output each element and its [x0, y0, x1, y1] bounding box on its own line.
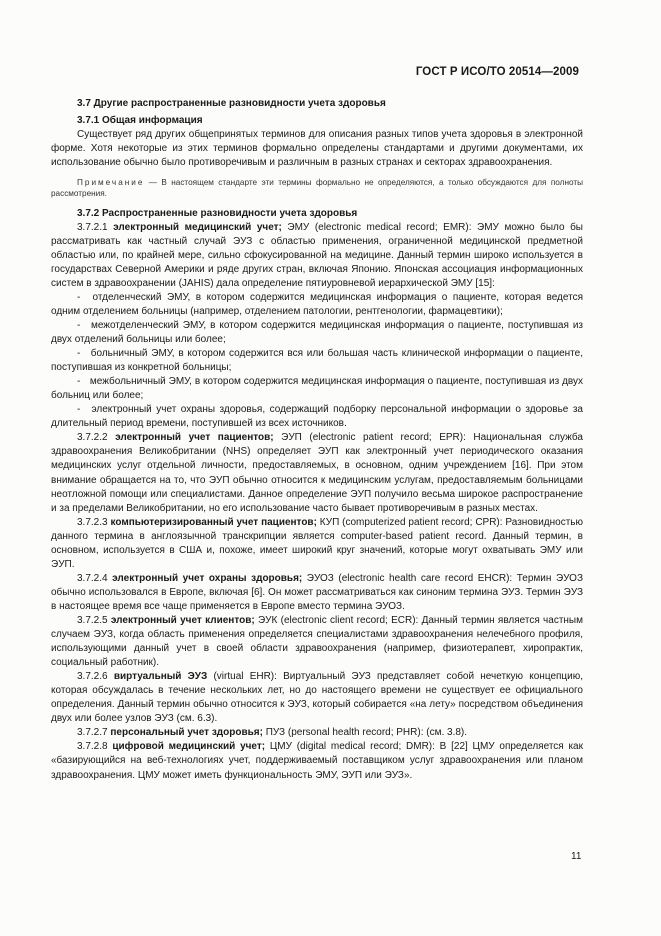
- bullet-item: [51, 319, 583, 347]
- item-3-7-2-7: [51, 726, 583, 740]
- item-term: электронный учет пациентов;: [115, 432, 274, 444]
- item-3-7-2-8: [51, 740, 583, 782]
- item-number: 3.7.2.1: [77, 221, 108, 233]
- item-number: 3.7.2.7: [77, 727, 108, 739]
- dash-marker: -: [77, 404, 81, 416]
- item-term: виртуальный ЭУЗ: [113, 671, 208, 683]
- section-3-7-1-paragraph: Существует ряд других общепринятых терминов для описания разных типов учета здоровья в электронной форме. Хотя некоторые из этих терминов формально определены стандартами и другими документами, их использование обычно было противоречивым и различным в разных странах и секторах здравоохранения.: [51, 129, 583, 169]
- bullet-text: отделенческий ЭМУ, в котором содержится медицинская информация о пациенте, которая ведется одним отделением больницы (например, отделением патологии, рентгенологии, фармацевтики);: [51, 291, 583, 317]
- item-text: ЭУП (electronic patient record; EPR): Национальная служба здравоохранения Великобритании (NHS) определяет ЭУП как электронный учет периодического оказания медицинских услуг отдельной личности, предоставляемых, в основном, одним учреждением [16]. При этом внимание обращается на то, что ЭУП обычно относится к медицинским услугам, предоставляемым больницами неотложной помощи или специалистами. Данное определение ЭУП получило весьма широкое распространение и за пределами Великобритании, но его использование часто бывает противоречивым в разных местах.: [51, 432, 583, 514]
- page-content: [51, 97, 583, 783]
- bullet-item: [51, 375, 583, 403]
- dash-marker: -: [77, 320, 81, 332]
- item-number: 3.7.2.2: [77, 432, 108, 444]
- item-text: КУП (computerized patient record; CPR): Разновидностью данного термина в англоязычной транскрипции является computer-based patient record. Данный термин, в основном, используется в США и, похоже, имеет широкий круг значений, которые могут охватывать ЭМУ или ЭУП.: [51, 516, 583, 570]
- item-number: 3.7.2.4: [77, 572, 108, 584]
- note-lead: Примечание: [77, 178, 145, 188]
- item-number: 3.7.2.8: [77, 741, 108, 753]
- dash-marker: -: [77, 291, 81, 303]
- dash-marker: -: [77, 348, 81, 360]
- item-term: компьютеризированный учет пациентов;: [110, 516, 317, 528]
- dash-marker: -: [77, 376, 81, 388]
- item-3-7-2-1: [51, 221, 583, 291]
- item-term: электронный учет клиентов;: [110, 615, 255, 626]
- note: [51, 177, 583, 199]
- bullet-text: межбольничный ЭМУ, в котором содержится медицинская информация о пациенте, поступившая из двух больниц или более;: [51, 376, 584, 402]
- item-term: электронный учет охраны здоровья;: [112, 572, 303, 584]
- item-3-7-2-6: [51, 670, 583, 726]
- section-3-7-heading: 3.7 Другие распространенные разновидности учета здоровья: [77, 98, 386, 109]
- section-3-7-2-heading: 3.7.2 Распространенные разновидности учета здоровья: [77, 207, 358, 219]
- item-3-7-2-5: [51, 614, 583, 670]
- bullet-text: больничный ЭМУ, в котором содержится вся или большая часть клинической информации о пациенте, поступившая из конкретной больницы;: [51, 348, 583, 374]
- item-3-7-2-3: [51, 516, 583, 572]
- item-number: 3.7.2.6: [77, 671, 108, 683]
- bullet-text: электронный учет охраны здоровья, содержащий подборку персональной информации о здоровье за длительный период времени, поступившей из всех источников.: [51, 404, 583, 430]
- item-text: ЭУК (electronic client record; ECR): Данный термин является частным случаем ЭУЗ, когда область применения определяется специалистами здравоохранения нелечебного профиля, использующими данный учет в своей области здравоохранения (например, физиотерапевт, хиропрактик, социальный работник).: [51, 615, 583, 669]
- item-text: ЭУОЗ (electronic health care record EHCR): Термин ЭУОЗ обычно использовался в Европе, включая [6]. Он может рассматриваться как синоним термина ЭУЗ. Термин ЭУЗ в настоящее время все чаще применяется в Европе вместо термина ЭУОЗ.: [51, 572, 583, 612]
- bullet-text: межотделенческий ЭМУ, в котором содержится медицинская информация о пациенте, поступившая из двух отделений больницы или более;: [51, 320, 583, 346]
- item-number: 3.7.2.5: [77, 615, 108, 626]
- item-text: ПУЗ (personal health record; PHR): (см. 3.8).: [262, 727, 468, 739]
- item-term: персональный учет здоровья;: [110, 727, 263, 739]
- page-number: 11: [571, 851, 582, 862]
- bullet-item: [51, 347, 583, 375]
- standard-code-header: ГОСТ Р ИСО/ТО 20514—2009: [415, 66, 579, 78]
- note-text: — В настоящем стандарте эти термины формально не определяются, а только обсуждаются для полноты рассмотрения.: [51, 178, 583, 199]
- item-term: электронный медицинский учет;: [113, 221, 282, 233]
- bullet-item: [51, 403, 583, 431]
- item-3-7-2-2: [51, 431, 583, 515]
- section-3-7-1-heading: 3.7.1 Общая информация: [77, 115, 203, 127]
- item-number: 3.7.2.3: [77, 516, 108, 528]
- item-text: (virtual EHR): Виртуальный ЭУЗ представляет собой нечеткую концепцию, которая обсуждалась в течение нескольких лет, но до настоящего времени не существует ее официального определения. Данный термин обычно относится к ЭУЗ, который собирается «на лету» посредством объединения двух или более узлов ЭУЗ (см. 6.3).: [51, 671, 584, 725]
- item-text: ЦМУ (digital medical record; DMR): В [22] ЦМУ определяется как «базирующийся на веб-технологиях учет, поддерживаемый поставщиком услуг здравоохранения или планом здравоохранения. ЦМУ может иметь функциональность ЭМУ, ЭУП или ЭУЗ».: [51, 741, 583, 781]
- item-text: ЭМУ (electronic medical record; EMR): ЭМУ можно было бы рассматривать как частный случай ЭУЗ с областью применения, ограниченной медицинской предметной областью или, по крайней мере, сильно сфокусированной на медицине. Данный термин широко используется в государствах Северной Америки и ряде других стран, включая Японию. Японская ассоциация информационных систем в здравоохранении (JAHIS) дала определение пятиуровневой иерархической ЭМУ [15]:: [51, 221, 583, 289]
- bullet-item: [51, 291, 583, 319]
- item-3-7-2-4: [51, 572, 583, 614]
- item-term: цифровой медицинский учет;: [112, 741, 266, 753]
